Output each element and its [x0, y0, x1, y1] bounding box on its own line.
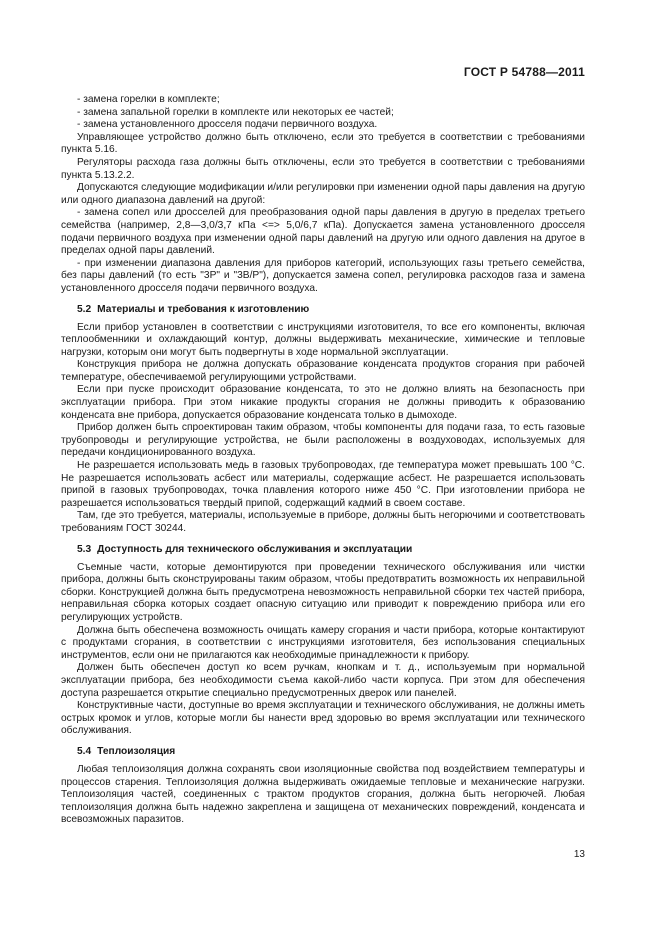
section-number: 5.2 [77, 303, 92, 315]
paragraph: Там, где это требуется, материалы, используемые в приборе, должны быть негорючими и соответствовать требованиям ГОСТ 30244. [61, 510, 585, 534]
document-body [61, 94, 585, 827]
paragraph: Регуляторы расхода газа должны быть отключены, если это требуется в соответствии с требованиями пункта 5.13.2.2. [61, 156, 585, 181]
section-number: 5.4 [77, 745, 92, 757]
section-number: 5.3 [77, 543, 92, 555]
paragraph: Конструктивные части, доступные во время эксплуатации и технического обслуживания, не должны иметь острых кромок и углов, которые могли бы нанести вред здоровью во время эксплуатации или технического обслуживания. [61, 700, 585, 737]
list-item: - замена сопел или дросселей для преобразования одной пары давления в другую в пределах третьего семейства (например, 2,8—3,0/3,7 кПа <=> 5,0/6,7 кПа). Допускается замена установленного дросселя подачи первичного воздуха при изменении одной пары давлений на другую или одного давления на другое в пределах одной пары давлений. [61, 207, 585, 257]
paragraph: Допускаются следующие модификации и/или регулировки при изменении одной пары давления на другую или одного диапазона давлений на другой: [61, 182, 585, 206]
list-item: - замена установленного дросселя подачи первичного воздуха. [77, 119, 378, 131]
section-heading-5-4 [61, 745, 585, 758]
list-item: - при изменении диапазона давления для приборов категорий, использующих газы третьего семейства, без пары давлений (то есть "3Р" и "3В/Р"), допускается замена сопел, регулировка расходов газа и замена установленного дросселя подачи первичного воздуха. [61, 257, 585, 294]
paragraph: Должна быть обеспечена возможность очищать камеру сгорания и части прибора, которые контактируют с продуктами сгорания, в соответствии с инструкциями изготовителя, без использования специальных инструментов, если они не прилагаются как необходимые принадлежности к прибору. [61, 624, 585, 661]
section-title: Теплоизоляция [97, 745, 176, 757]
section-title: Материалы и требования к изготовлению [97, 303, 310, 315]
paragraph: Должен быть обеспечен доступ ко всем ручкам, кнопкам и т. д., используемым при нормальной эксплуатации прибора, без необходимости съема какой-либо части корпуса. При этом для обеспечения доступа разрешается открытие специально предусмотренных дверок или панелей. [61, 662, 585, 699]
section-title: Доступность для технического обслуживания и эксплуатации [97, 543, 413, 555]
paragraph: Управляющее устройство должно быть отключено, если это требуется в соответствии с требованиями пункта 5.16. [61, 131, 585, 156]
paragraph: Не разрешается использовать медь в газовых трубопроводах, где температура может превышать 100 °С. Не разрешается использовать асбест или материалы, содержащие асбест. Не разрешается использовать припой в газовых трубопроводах, точка плавления которого ниже 450 °С. При изготовлении прибора не разрешается использоваться твердый припой, содержащий кадмий в своем составе. [61, 460, 585, 509]
section-heading-5-3 [61, 543, 585, 556]
paragraph: Любая теплоизоляция должна сохранять свои изоляционные свойства под воздействием температуры и процессов старения. Теплоизоляция должна выдерживать ожидаемые тепловые и механические нагрузки. Теплоизоляция частей, соединенных с трактом продуктов сгорания, должна быть негорючей. Любая теплоизоляция должна быть надежно закреплена и защищена от механических повреждений, конденсата и всевозможных паразитов. [61, 763, 585, 826]
paragraph: Если при пуске происходит образование конденсата, то это не должно влиять на безопасность при эксплуатации прибора. При этом никакие продукты сгорания не должны приводить к образованию конденсата вне прибора, допускается образование конденсата только в дымоходе. [61, 384, 585, 421]
section-heading-5-2 [61, 303, 585, 316]
paragraph: Если прибор установлен в соответствии с инструкциями изготовителя, то все его компоненты, включая теплообменники и охлаждающий контур, должны выдерживать механические, химические и тепловые нагрузки, которым они могут быть подвергнуты в ходе нормальной эксплуатации. [61, 321, 585, 358]
paragraph: Конструкция прибора не должна допускать образование конденсата продуктов сгорания при рабочей температуре, обеспечиваемой регулирующими устройствами. [61, 359, 585, 383]
page-number: 13 [573, 849, 585, 860]
list-item: - замена горелки в комплекте; [77, 94, 220, 105]
paragraph: Съемные части, которые демонтируются при проведении технического обслуживания или чистки прибора, должны быть сконструированы таким образом, чтобы предотвратить возможность их неправильной сборки. Конструкцией должна быть предусмотрена невозможность неправильной сборки тех частей прибора, неправильная сборка которых создает опасную ситуацию или приводит к повреждению прибора или его регулирующих устройств. [61, 561, 585, 623]
list-item: - замена запальной горелки в комплекте или некоторых ее частей; [77, 106, 394, 118]
document-header: ГОСТ Р 54788—2011 [463, 65, 585, 79]
paragraph: Прибор должен быть спроектирован таким образом, чтобы компоненты для подачи газа, то есть газовые трубопроводы и регулирующие устройства, не были расположены в воздуховодах, используемых для передачи кондиционированного воздуха. [61, 422, 585, 459]
